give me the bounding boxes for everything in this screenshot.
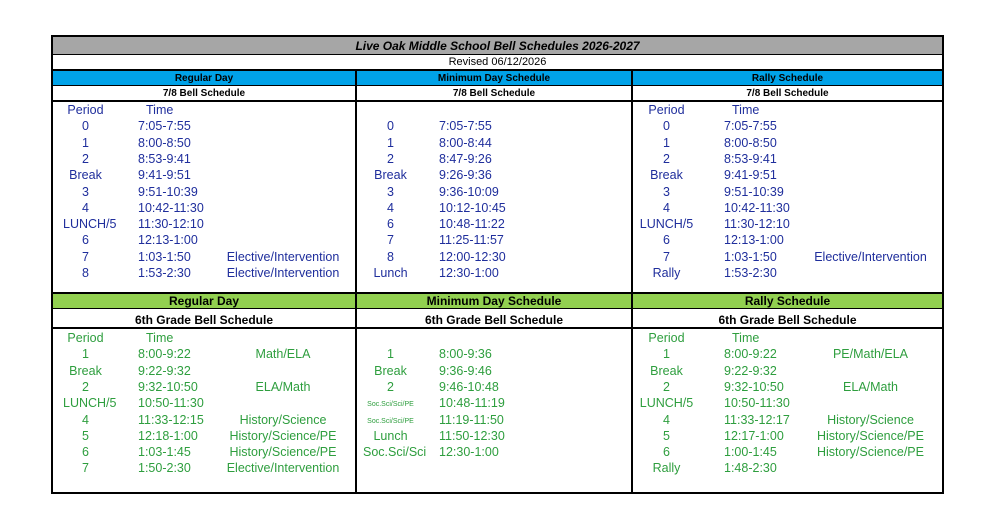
schedule-row <box>633 364 942 380</box>
schedule-row <box>357 136 631 152</box>
period-cell: 6 <box>387 217 394 232</box>
schedule-row <box>357 347 631 363</box>
schedule-row <box>53 201 355 217</box>
period-cell: 7 <box>663 249 670 264</box>
time-cell: 10:42-11:30 <box>724 200 790 215</box>
time-cell: 9:41-9:51 <box>138 168 191 183</box>
schedule-row <box>53 429 355 445</box>
time-cell: 9:51-10:39 <box>724 184 784 199</box>
schedule-row <box>633 380 942 396</box>
period-cell: 4 <box>82 412 89 427</box>
period-cell: 1 <box>82 347 89 362</box>
period-cell: Break <box>650 363 683 378</box>
schedule-row <box>53 445 355 461</box>
schedule-header: Rally Schedule <box>633 292 942 309</box>
schedule-subheader: 7/8 Bell Schedule <box>357 87 631 102</box>
time-cell: 8:00-9:22 <box>138 347 191 362</box>
period-cell: 2 <box>663 151 670 166</box>
period-cell: Lunch <box>373 428 408 443</box>
period-cell: Break <box>374 168 407 183</box>
schedule-row <box>357 250 631 266</box>
period-cell: LUNCH/5 <box>63 396 117 411</box>
class-cell: History/Science <box>239 412 327 427</box>
period-cell: 0 <box>387 119 394 134</box>
schedule-row <box>633 396 942 412</box>
time-cell: 9:46-10:48 <box>439 379 499 394</box>
schedule-header: Rally Schedule <box>633 71 942 86</box>
schedule-row <box>53 364 355 380</box>
schedule-row <box>53 413 355 429</box>
time-label: Time <box>146 331 174 345</box>
schedule-row <box>357 217 631 233</box>
schedule-row <box>357 413 631 429</box>
time-cell: 7:05-7:55 <box>724 119 777 134</box>
schedule-row <box>53 168 355 184</box>
schedule-row <box>633 413 942 429</box>
schedule-column-2 <box>633 37 942 492</box>
period-cell: 4 <box>82 200 89 215</box>
period-cell: LUNCH/5 <box>63 217 117 232</box>
time-cell: 7:05-7:55 <box>439 119 492 134</box>
schedule-row <box>357 396 631 412</box>
column-labels <box>633 103 942 119</box>
schedule-row <box>53 347 355 363</box>
time-cell: 8:53-9:41 <box>138 151 191 166</box>
schedule-header: Regular Day <box>53 292 355 309</box>
period-cell: Rally <box>652 266 681 280</box>
class-cell: PE/Math/ELA <box>832 347 909 362</box>
period-cell: 2 <box>387 151 394 166</box>
time-cell: 12:30-1:00 <box>439 445 499 460</box>
class-cell: ELA/Math <box>843 379 898 394</box>
time-cell: 9:36-10:09 <box>439 184 499 199</box>
time-cell: 11:30-12:10 <box>138 217 204 232</box>
time-label: Time <box>732 103 760 117</box>
time-label: Time <box>146 103 174 117</box>
column-labels <box>633 331 942 347</box>
period-cell: 3 <box>663 184 670 199</box>
schedule-row <box>357 152 631 168</box>
schedule-row <box>357 233 631 249</box>
schedule-subheader: 6th Grade Bell Schedule <box>633 313 942 329</box>
time-cell: 11:30-12:10 <box>724 217 790 232</box>
time-cell: 1:48-2:30 <box>724 461 777 476</box>
period-cell: 0 <box>663 119 670 134</box>
period-cell: Soc.Sci/Sci/PE <box>367 401 414 409</box>
class-cell: Elective/Intervention <box>226 461 340 476</box>
schedule-row <box>53 250 355 266</box>
time-cell: 8:00-8:50 <box>724 135 777 150</box>
period-label: Period <box>67 331 104 345</box>
schedule-row <box>53 152 355 168</box>
schedule-row <box>633 445 942 461</box>
schedule-row <box>633 461 942 477</box>
schedule-row <box>633 266 942 282</box>
schedule-row <box>633 152 942 168</box>
time-cell: 10:50-11:30 <box>724 396 790 411</box>
time-cell: 1:00-1:45 <box>724 445 777 460</box>
class-cell: Elective/Intervention <box>814 249 927 264</box>
period-cell: 1 <box>82 135 89 150</box>
time-cell: 9:22-9:32 <box>724 363 777 378</box>
time-cell: 9:36-9:46 <box>439 363 492 378</box>
class-cell: History/Science/PE <box>817 428 924 443</box>
time-cell: 10:48-11:19 <box>439 396 505 411</box>
period-cell: 7 <box>387 233 394 248</box>
schedule-row <box>633 136 942 152</box>
time-cell: 8:00-9:22 <box>724 347 777 362</box>
time-cell: 12:30-1:00 <box>439 266 499 280</box>
schedule-row <box>53 380 355 396</box>
time-cell: 8:00-8:44 <box>439 135 492 150</box>
class-cell: History/Science/PE <box>229 445 337 460</box>
time-cell: 9:32-10:50 <box>138 379 198 394</box>
time-cell: 11:50-12:30 <box>439 428 505 443</box>
schedule-row <box>357 201 631 217</box>
time-cell: 1:50-2:30 <box>138 461 191 476</box>
schedule-row <box>53 217 355 233</box>
period-cell: 4 <box>663 412 670 427</box>
time-cell: 1:03-1:45 <box>138 445 191 460</box>
schedule-row <box>357 380 631 396</box>
period-cell: 1 <box>387 347 394 362</box>
period-cell: Break <box>69 363 102 378</box>
period-cell: 1 <box>663 135 670 150</box>
schedule-subheader: 7/8 Bell Schedule <box>633 87 942 102</box>
time-cell: 1:03-1:50 <box>724 249 777 264</box>
time-cell: 9:26-9:36 <box>439 168 492 183</box>
schedule-row <box>633 233 942 249</box>
column-labels <box>357 103 631 119</box>
period-cell: 6 <box>663 233 670 248</box>
time-cell: 7:05-7:55 <box>138 119 191 134</box>
period-label: Period <box>67 103 104 117</box>
period-cell: 6 <box>82 233 89 248</box>
schedule-header: Regular Day <box>53 71 355 86</box>
time-cell: 8:00-9:36 <box>439 347 492 362</box>
time-cell: 12:13-1:00 <box>724 233 784 248</box>
period-cell: 2 <box>663 379 670 394</box>
schedule-row <box>633 185 942 201</box>
column-labels <box>53 103 355 119</box>
period-cell: LUNCH/5 <box>639 396 694 411</box>
schedule-row <box>633 429 942 445</box>
class-cell: History/Science/PE <box>817 445 924 460</box>
schedule-row <box>357 266 631 282</box>
schedule-row <box>357 445 631 461</box>
period-cell: 5 <box>663 428 670 443</box>
column-labels <box>357 331 631 347</box>
time-cell: 10:12-10:45 <box>439 200 506 215</box>
period-cell: 7 <box>82 461 89 476</box>
time-cell: 8:00-8:50 <box>138 135 191 150</box>
class-cell: Elective/Intervention <box>226 266 340 280</box>
period-cell: Soc.Sci/Sci <box>363 445 427 460</box>
period-cell: 3 <box>82 184 89 199</box>
schedule-column-0 <box>53 37 355 492</box>
period-cell: 3 <box>387 184 394 199</box>
time-cell: 9:51-10:39 <box>138 184 198 199</box>
time-cell: 11:33-12:17 <box>724 412 790 427</box>
time-cell: 12:00-12:30 <box>439 249 506 264</box>
period-cell: Break <box>374 363 407 378</box>
schedule-row <box>53 266 355 282</box>
schedule-column-1 <box>357 37 631 492</box>
schedule-subheader: 7/8 Bell Schedule <box>53 87 355 102</box>
period-cell: 8 <box>82 266 89 280</box>
schedule-row <box>53 396 355 412</box>
period-cell: 6 <box>663 445 670 460</box>
class-cell: Math/ELA <box>255 347 311 362</box>
revised-date: Revised 06/12/2026 <box>53 55 942 71</box>
schedule-row <box>53 136 355 152</box>
period-cell: 7 <box>82 249 89 264</box>
time-cell: 9:41-9:51 <box>724 168 777 183</box>
period-cell: 2 <box>387 379 394 394</box>
period-cell: Soc.Sci/Sci/PE <box>367 417 414 425</box>
period-cell: 6 <box>82 445 89 460</box>
period-cell: 1 <box>387 135 394 150</box>
time-cell: 11:25-11:57 <box>439 233 504 248</box>
class-cell: ELA/Math <box>255 379 311 394</box>
schedule-row <box>633 119 942 135</box>
period-cell: 5 <box>82 428 89 443</box>
time-label: Time <box>732 331 760 345</box>
time-cell: 10:42-11:30 <box>138 200 204 215</box>
schedule-row <box>633 201 942 217</box>
period-cell: Rally <box>652 461 681 476</box>
schedule-row <box>357 185 631 201</box>
period-cell: 1 <box>663 347 670 362</box>
schedule-row <box>53 185 355 201</box>
period-cell: LUNCH/5 <box>639 217 694 232</box>
class-cell: History/Science/PE <box>229 428 337 443</box>
time-cell: 1:53-2:30 <box>724 266 777 280</box>
schedule-row <box>53 233 355 249</box>
schedule-row <box>633 250 942 266</box>
time-cell: 11:19-11:50 <box>439 412 504 427</box>
schedule-header: Minimum Day Schedule <box>357 292 631 309</box>
time-cell: 10:50-11:30 <box>138 396 204 411</box>
time-cell: 9:32-10:50 <box>724 379 784 394</box>
period-label: Period <box>648 103 685 117</box>
period-cell: 2 <box>82 379 89 394</box>
schedule-subheader: 6th Grade Bell Schedule <box>357 313 631 329</box>
time-cell: 12:18-1:00 <box>138 428 198 443</box>
column-labels <box>53 331 355 347</box>
period-cell: 4 <box>663 200 670 215</box>
schedule-row <box>633 347 942 363</box>
period-label: Period <box>648 331 685 345</box>
period-cell: Lunch <box>373 266 408 280</box>
period-cell: 4 <box>387 200 394 215</box>
time-cell: 8:53-9:41 <box>724 151 777 166</box>
time-cell: 9:22-9:32 <box>138 363 191 378</box>
time-cell: 8:47-9:26 <box>439 151 492 166</box>
document-title: Live Oak Middle School Bell Schedules 2026-2027 <box>53 37 942 55</box>
schedule-row <box>357 364 631 380</box>
class-cell: History/Science <box>827 412 914 427</box>
class-cell: Elective/Intervention <box>226 249 340 264</box>
time-cell: 10:48-11:22 <box>439 217 505 232</box>
period-cell: Break <box>69 168 102 183</box>
period-cell: 8 <box>387 249 394 264</box>
time-cell: 12:13-1:00 <box>138 233 198 248</box>
schedule-header: Minimum Day Schedule <box>357 71 631 86</box>
time-cell: 1:03-1:50 <box>138 249 191 264</box>
schedule-subheader: 6th Grade Bell Schedule <box>53 313 355 329</box>
schedule-row <box>357 429 631 445</box>
schedule-row <box>633 217 942 233</box>
period-cell: 0 <box>82 119 89 134</box>
schedule-row <box>357 119 631 135</box>
time-cell: 12:17-1:00 <box>724 428 784 443</box>
time-cell: 11:33-12:15 <box>138 412 204 427</box>
schedule-row <box>633 168 942 184</box>
period-cell: Break <box>650 168 683 183</box>
schedule-row <box>53 461 355 477</box>
schedule-row <box>53 119 355 135</box>
schedule-row <box>357 168 631 184</box>
period-cell: 2 <box>82 151 89 166</box>
time-cell: 1:53-2:30 <box>138 266 191 280</box>
bell-schedule-table <box>51 35 944 494</box>
